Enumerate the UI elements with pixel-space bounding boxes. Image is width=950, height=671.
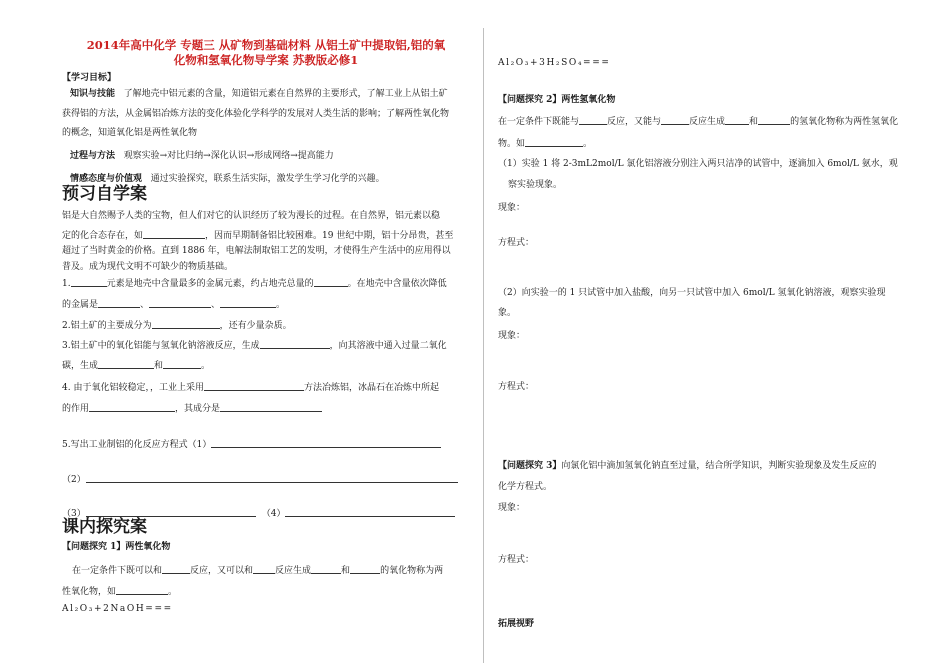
- problem-2-header: 【问题探究 2】两性氢氧化物: [498, 95, 616, 105]
- extension-header: 拓展视野: [498, 619, 535, 629]
- p1-def2-a: 性氧化物，如: [62, 587, 117, 597]
- question-4-line-1: [62, 380, 439, 394]
- column-divider: [483, 28, 484, 663]
- problem-1-header: 【问题探究 1】两性氧化物: [62, 542, 171, 552]
- q3-text-d: 和: [154, 361, 164, 371]
- blank-q4-composition[interactable]: [220, 401, 322, 412]
- problem-3-header: 【问题探究 3】: [498, 461, 562, 471]
- problem-3-line-2: 化学方程式。: [498, 482, 553, 492]
- objectives-header: 【学习目标】: [62, 73, 117, 83]
- blank-p1-1[interactable]: [162, 563, 190, 574]
- experiment-1-line-1: （1）实验 1 将 2-3mL2mol/L 氯化铝溶液分别注入两只洁净的试管中，逐滴加入 6mol/L 氨水，观: [498, 159, 898, 169]
- p1-def-d: 和: [341, 566, 351, 576]
- blank-p2-example[interactable]: [525, 136, 583, 147]
- blank-q4-method[interactable]: [204, 380, 304, 391]
- blank-p1-4[interactable]: [350, 563, 380, 574]
- knowledge-line-2: 获得铝的方法，从金属铝冶炼方法的变化体验化学科学的发展对人类生活的影响；了解两性氧化物: [62, 109, 450, 119]
- emotion-label: 情感态度与价值观: [70, 174, 143, 184]
- blank-p2-1[interactable]: [579, 114, 607, 125]
- p2-def-b: 反应，又能与: [607, 117, 662, 127]
- q2-text-b: ，还有少量杂质。: [219, 321, 292, 331]
- q1-text-b: 元素是地壳中含量最多的金属元素，约占地壳总量的: [106, 279, 314, 289]
- intro-line-2: [62, 228, 453, 242]
- question-4-line-2: [62, 401, 322, 415]
- blank-q1-metal-3[interactable]: [220, 297, 276, 308]
- blank-q3-product[interactable]: [260, 338, 330, 349]
- q1-text-c: 。在地壳中含量依次降低: [347, 279, 447, 289]
- blank-q1-metal-1[interactable]: [98, 297, 140, 308]
- p1-def-e: 的氧化物称为两: [380, 566, 444, 576]
- q1-number: 1.: [62, 279, 71, 289]
- intro-text-2a: 定的化合态存在，如: [62, 231, 144, 241]
- knowledge-line-1: [70, 88, 448, 100]
- problem-2-def-line-2: [498, 136, 592, 150]
- preview-heading: 预习自学案: [62, 184, 147, 204]
- blank-p2-3[interactable]: [725, 114, 749, 125]
- blank-q1-percent[interactable]: [314, 276, 348, 287]
- q1-sep-2: 、: [211, 300, 221, 310]
- q3-text-c: 碳，生成: [62, 361, 99, 371]
- knowledge-text-1: 了解地壳中铝元素的含量，知道铝元素在自然界的主要形式，了解工业上从铝土矿: [123, 89, 448, 99]
- q2-text-a: 2.铝土矿的主要成分为: [62, 321, 152, 331]
- blank-q2-component[interactable]: [152, 318, 220, 329]
- problem-1-def-line-2: [62, 584, 177, 598]
- p2-def-c: 反应生成: [689, 117, 726, 127]
- blank-q1-element[interactable]: [71, 276, 107, 287]
- p2-def2-b: 。: [583, 139, 593, 149]
- question-1-line-1: [62, 276, 447, 290]
- question-3-line-2: [62, 358, 210, 372]
- q4-text-d: ，其成分是: [175, 404, 221, 414]
- intro-line-4: 普及。成为现代文明不可缺少的物质基础。: [62, 262, 234, 272]
- problem-3-equation-label: 方程式：: [498, 555, 535, 565]
- process-label: 过程与方法: [70, 151, 116, 161]
- knowledge-label: 知识与技能: [70, 89, 116, 99]
- q4-text-c: 的作用: [62, 404, 90, 414]
- blank-p1-3[interactable]: [311, 563, 341, 574]
- blank-q5-equation-2[interactable]: [86, 472, 458, 483]
- q3-end: 。: [201, 361, 211, 371]
- p1-def-a: 在一定条件下既可以和: [72, 566, 163, 576]
- p2-def-a: 在一定条件下既能与: [498, 117, 580, 127]
- process-text: 观察实验→对比归纳→深化认识→形成网络→提高能力: [123, 151, 334, 161]
- knowledge-line-3: 的概念，知道氧化铝是两性氧化物: [62, 128, 198, 138]
- p1-def2-b: 。: [168, 587, 178, 597]
- blank-p2-2[interactable]: [661, 114, 689, 125]
- problem-1-def-line-1: [72, 563, 443, 577]
- equation-al2o3-h2so4: Al₂O₃+3H₂SO₄===: [498, 58, 611, 68]
- experiment-2-equation-label: 方程式：: [498, 382, 535, 392]
- q1-sep-1: 、: [140, 300, 150, 310]
- blank-q5-equation-4[interactable]: [285, 506, 455, 517]
- blank-p1-2[interactable]: [253, 563, 275, 574]
- experiment-1-line-2: 察实验现象。: [508, 180, 563, 190]
- blank-p1-example[interactable]: [116, 584, 168, 595]
- experiment-2-phenomenon-label: 现象：: [498, 331, 526, 341]
- process-line: [70, 150, 334, 162]
- p2-def-e: 的氢氧化物称为两性氢氧化: [790, 117, 899, 127]
- document-title-line-2: 化物和氢氧化物导学案 苏教版必修1: [173, 53, 359, 67]
- blank-aluminum-ore[interactable]: [143, 228, 205, 239]
- question-2: [62, 318, 292, 332]
- q1-end: 。: [276, 300, 286, 310]
- intro-text-2b: ，因而早期制备铝比较困难。19 世纪中期，铝十分昂贵，甚至: [205, 231, 454, 241]
- problem-3-phenomenon-label: 现象：: [498, 503, 526, 513]
- q5-text-a: 5.写出工业制铝的化反应方程式（1）: [62, 440, 212, 450]
- blank-q3-product-1[interactable]: [98, 358, 154, 369]
- experiment-1-equation-label: 方程式：: [498, 238, 535, 248]
- q5-text-c: （3）: [62, 509, 86, 519]
- p1-def-b: 反应，又可以和: [190, 566, 254, 576]
- q1-text-d: 的金属是: [62, 300, 99, 310]
- problem-3-line-1: [498, 460, 876, 472]
- emotion-text: 通过实验探究，联系生活实际，激发学生学习化学的兴趣。: [150, 174, 385, 184]
- problem-3-text-1: 向氯化铝中滴加氢氧化钠直至过量，结合所学知识，判断实验现象及发生反应的: [561, 461, 877, 471]
- q5-text-b: （2）: [62, 475, 86, 485]
- q3-text-a: 3.铝土矿中的氧化铝能与氢氧化钠溶液反应，生成: [62, 341, 260, 351]
- experiment-2-line-1: （2）向实验一的 1 只试管中加入盐酸，向另一只试管中加入 6mol/L 氢氧化钠溶液，观察实验现: [498, 288, 886, 298]
- question-5-line-2: [62, 472, 458, 486]
- blank-q5-equation-3[interactable]: [86, 506, 256, 517]
- blank-q5-equation-1[interactable]: [211, 437, 441, 448]
- question-1-line-2: [62, 297, 285, 311]
- inclass-heading: 课内探究案: [62, 517, 147, 537]
- p1-def-c: 反应生成: [275, 566, 312, 576]
- blank-p2-4[interactable]: [758, 114, 790, 125]
- q3-text-b: ，向其溶液中通入过量二氧化: [329, 341, 447, 351]
- problem-2-def-line-1: [498, 114, 898, 128]
- document-title-line-1: 2014年高中化学 专题三 从矿物到基础材料 从铝土矿中提取铝,铝的氧: [86, 38, 446, 52]
- experiment-2-line-2: 象。: [498, 308, 517, 318]
- experiment-1-phenomenon-label: 现象：: [498, 203, 526, 213]
- question-5-line-1: [62, 437, 441, 451]
- p2-def2-a: 物。如: [498, 139, 526, 149]
- q5-text-d: （4）: [261, 509, 286, 519]
- blank-q4-role[interactable]: [89, 401, 175, 412]
- q4-text-b: 方法冶炼铝，冰晶石在冶炼中所起: [303, 383, 439, 393]
- equation-al2o3-naoh: Al₂O₃+2NaOH===: [62, 604, 173, 614]
- intro-line-3: 超过了当时黄金的价格。直到 1886 年，电解法制取铝工艺的发明，才使得生产生活中的应用得以: [62, 246, 451, 256]
- q4-text-a: 4. 由于氧化铝较稳定，，工业上采用: [62, 383, 204, 393]
- p2-def-d: 和: [749, 117, 759, 127]
- question-3-line-1: [62, 338, 447, 352]
- blank-q3-product-2[interactable]: [163, 358, 201, 369]
- blank-q1-metal-2[interactable]: [149, 297, 211, 308]
- intro-line-1: 铝是大自然赐予人类的宝物，但人们对它的认识经历了较为漫长的过程。在自然界，铝元素以稳: [62, 211, 441, 221]
